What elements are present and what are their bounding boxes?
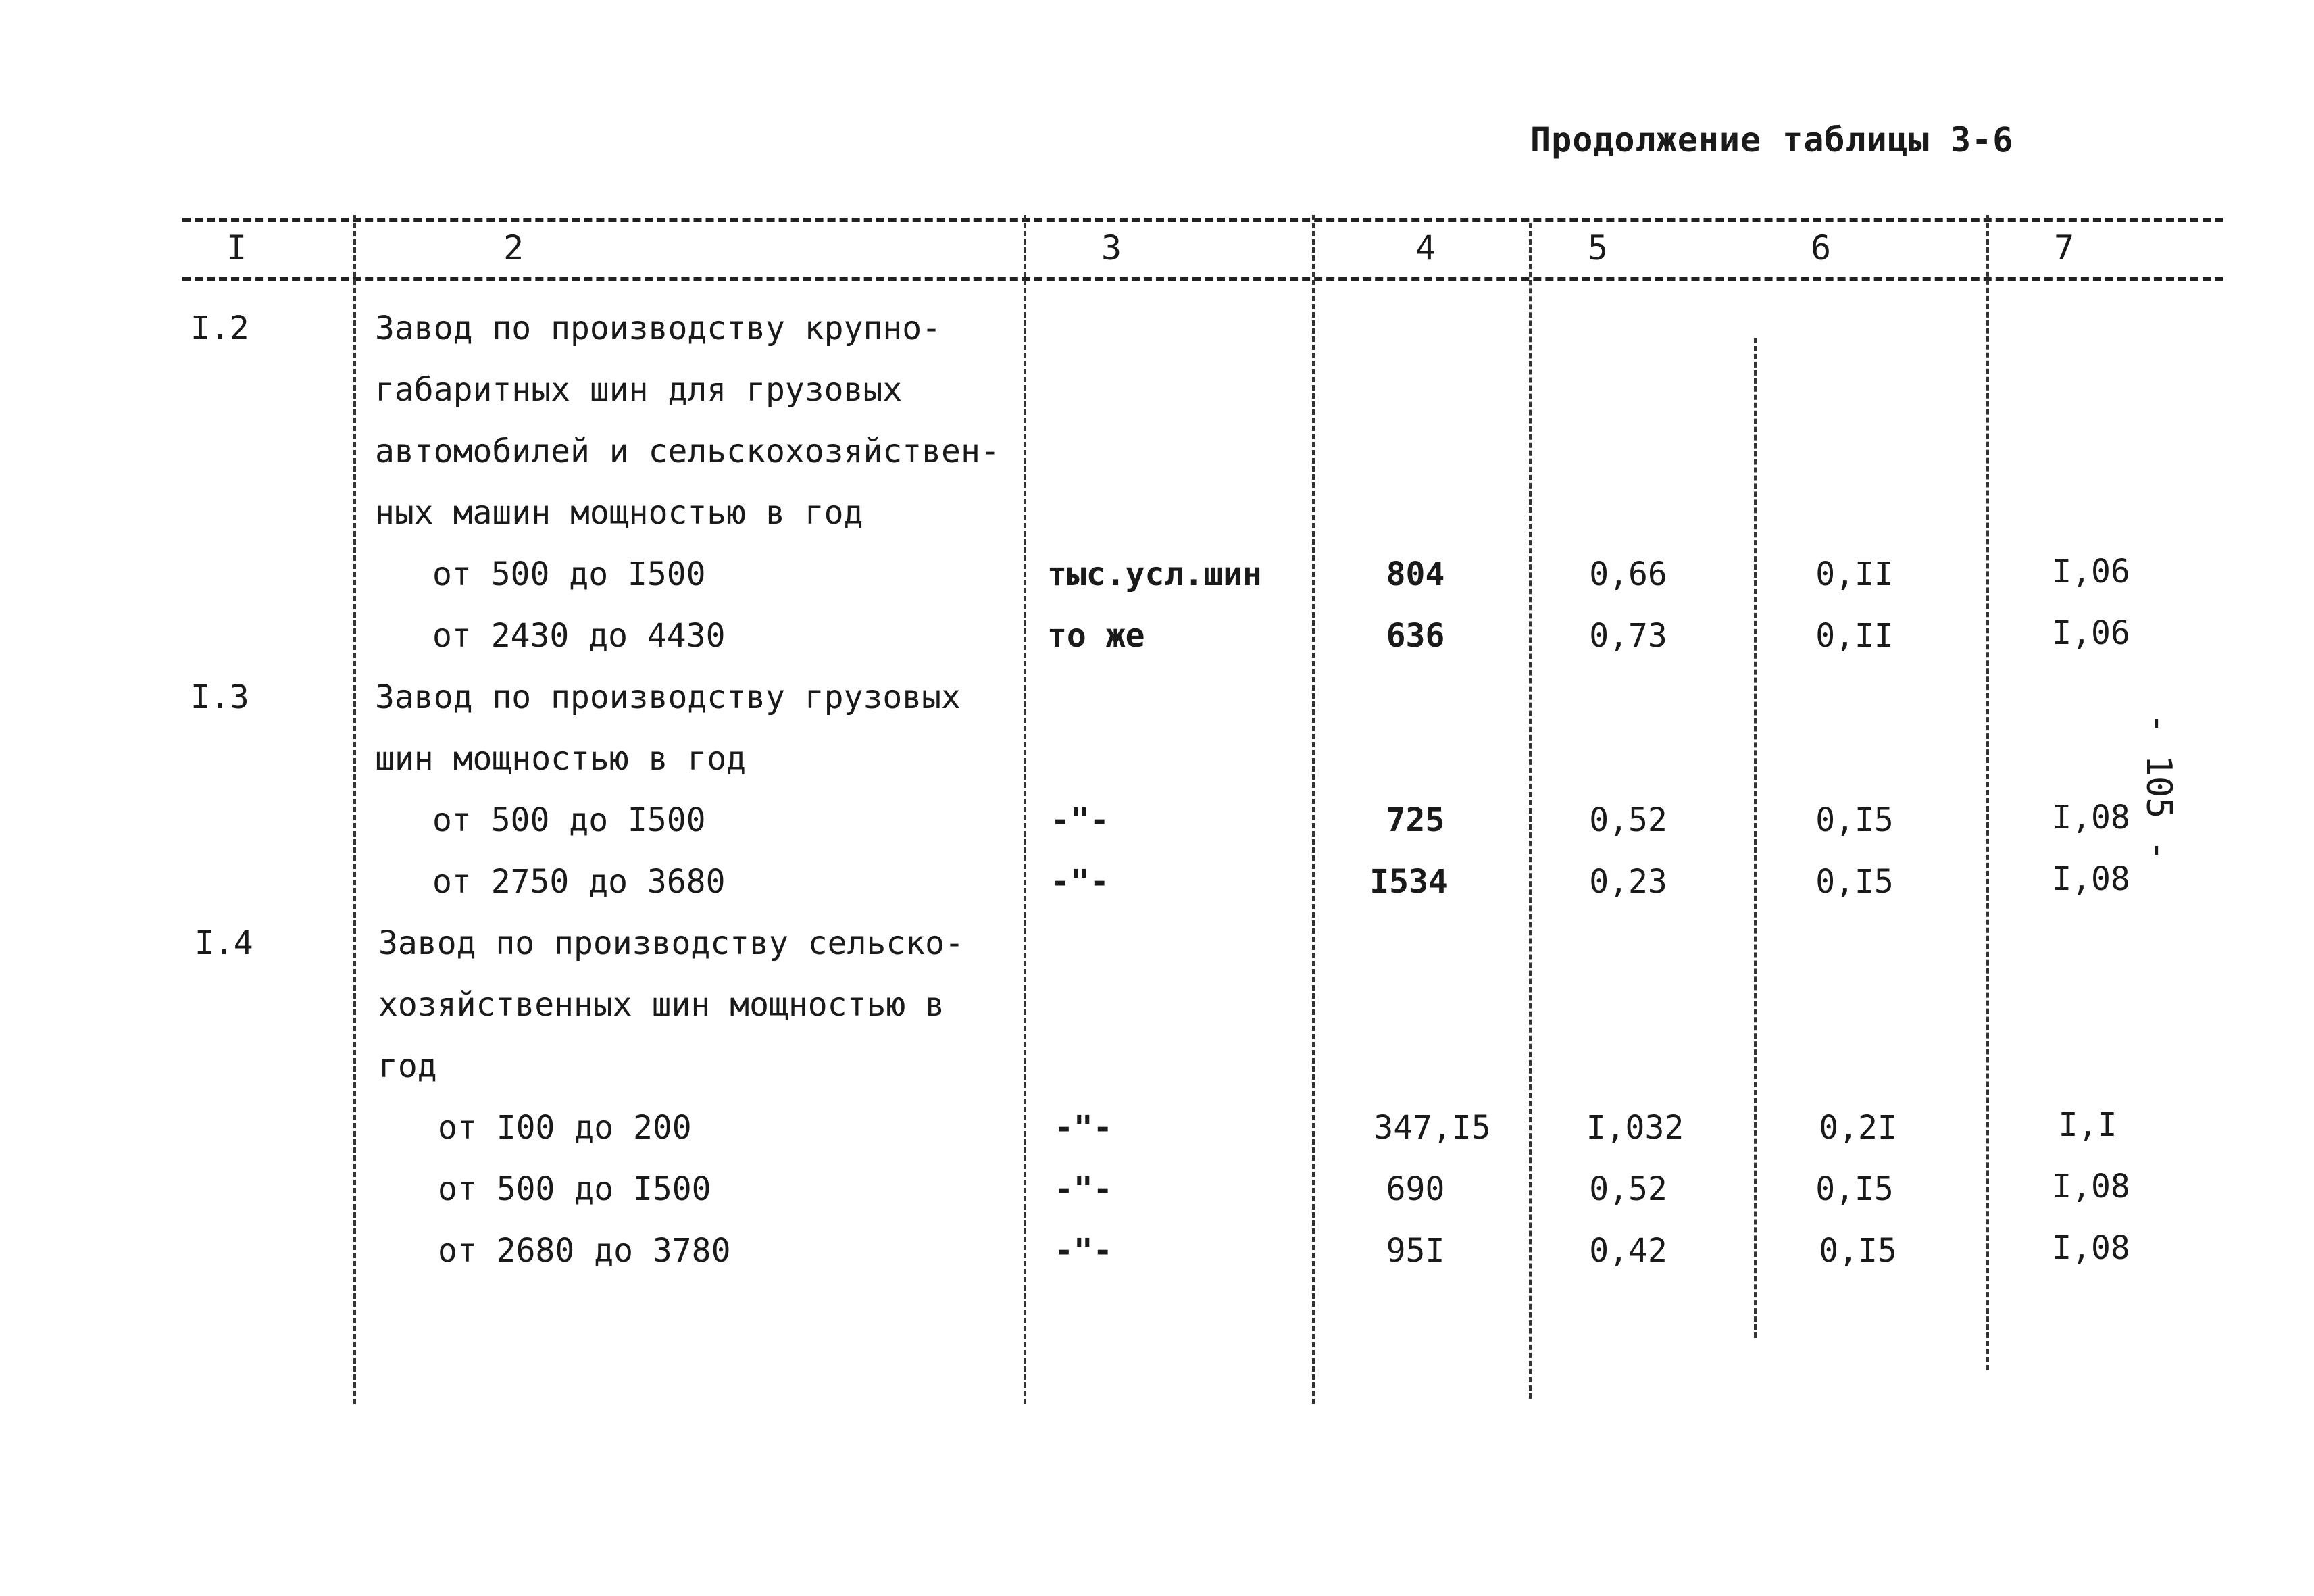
- row-col6-value: 0,II: [1815, 555, 1894, 593]
- row-col5-value: 0,73: [1589, 617, 1667, 655]
- row-description: шин мощностью в год: [375, 740, 747, 778]
- header-col-4: 4: [1415, 228, 1436, 268]
- row-description: от 500 до I500: [438, 1170, 711, 1208]
- row-col5-value: 0,66: [1589, 555, 1667, 593]
- header-top-rule: [182, 218, 2223, 222]
- table-caption: Продолжение таблицы 3-6: [1530, 120, 2014, 159]
- header-col-7: 7: [2053, 228, 2075, 268]
- col-divider-2: [1024, 215, 1026, 1404]
- row-description: от 500 до I500: [432, 801, 706, 839]
- row-col7-value: I,08: [2052, 1229, 2130, 1267]
- row-unit: тыс.усл.шин: [1047, 555, 1262, 593]
- row-description: от 500 до I500: [432, 555, 706, 593]
- row-description: автомобилей и сельскохозяйствен-: [375, 432, 1000, 470]
- row-unit: -"-: [1054, 1109, 1113, 1147]
- row-description: Завод по производству сельско-: [378, 924, 964, 962]
- col-divider-4: [1529, 223, 1532, 1399]
- row-col4-value: I534: [1369, 863, 1448, 901]
- row-description: от 2680 до 3780: [438, 1232, 731, 1270]
- row-col4-value: 95I: [1386, 1232, 1445, 1270]
- row-col6-value: 0,I5: [1815, 801, 1894, 839]
- row-description: от 2430 до 4430: [432, 617, 726, 655]
- row-col5-value: I,032: [1586, 1109, 1684, 1147]
- row-description: Завод по производству крупно-: [375, 309, 942, 347]
- header-col-2: 2: [503, 228, 524, 268]
- col-divider-5: [1754, 338, 1757, 1338]
- row-col5-value: 0,23: [1589, 863, 1667, 901]
- row-description: Завод по производству грузовых: [375, 678, 961, 716]
- row-col6-value: 0,II: [1815, 617, 1894, 655]
- row-col7-value: I,I: [2058, 1106, 2117, 1144]
- row-col4-value: 347,I5: [1374, 1109, 1491, 1147]
- header-bottom-rule: [182, 277, 2223, 281]
- page-number: - 105 -: [2138, 713, 2179, 862]
- row-description: год: [378, 1047, 437, 1085]
- row-col7-value: I,06: [2052, 553, 2130, 591]
- row-unit: -"-: [1051, 801, 1109, 839]
- row-description: от I00 до 200: [438, 1109, 692, 1147]
- row-col6-value: 0,2I: [1819, 1109, 1897, 1147]
- row-col6-value: 0,I5: [1819, 1232, 1897, 1270]
- header-col-6: 6: [1810, 228, 1832, 268]
- row-description: габаритных шин для грузовых: [375, 371, 903, 409]
- row-col4-value: 690: [1386, 1170, 1445, 1208]
- header-col-1: I: [226, 228, 247, 268]
- row-col6-value: 0,I5: [1815, 863, 1894, 901]
- row-unit: -"-: [1051, 863, 1109, 901]
- row-unit: -"-: [1054, 1232, 1113, 1270]
- row-number: I.2: [191, 309, 249, 347]
- row-description: хозяйственных шин мощностью в: [378, 986, 945, 1024]
- col-divider-6: [1986, 215, 1989, 1370]
- row-col7-value: I,08: [2052, 799, 2130, 837]
- col-divider-1: [353, 215, 356, 1404]
- row-col4-value: 636: [1386, 617, 1445, 655]
- row-col7-value: I,06: [2052, 614, 2130, 652]
- row-col5-value: 0,42: [1589, 1232, 1667, 1270]
- row-col4-value: 725: [1386, 801, 1445, 839]
- row-number: I.4: [195, 924, 253, 962]
- header-col-3: 3: [1101, 228, 1122, 268]
- row-description: от 2750 до 3680: [432, 863, 726, 901]
- row-col6-value: 0,I5: [1815, 1170, 1894, 1208]
- row-col7-value: I,08: [2052, 1168, 2130, 1205]
- row-unit: то же: [1047, 617, 1145, 655]
- row-unit: -"-: [1054, 1170, 1113, 1208]
- row-col7-value: I,08: [2052, 860, 2130, 898]
- header-col-5: 5: [1587, 228, 1609, 268]
- row-col5-value: 0,52: [1589, 801, 1667, 839]
- row-col5-value: 0,52: [1589, 1170, 1667, 1208]
- row-description: ных машин мощностью в год: [375, 494, 863, 532]
- row-col4-value: 804: [1386, 555, 1445, 593]
- col-divider-3: [1312, 215, 1315, 1404]
- row-number: I.3: [191, 678, 249, 716]
